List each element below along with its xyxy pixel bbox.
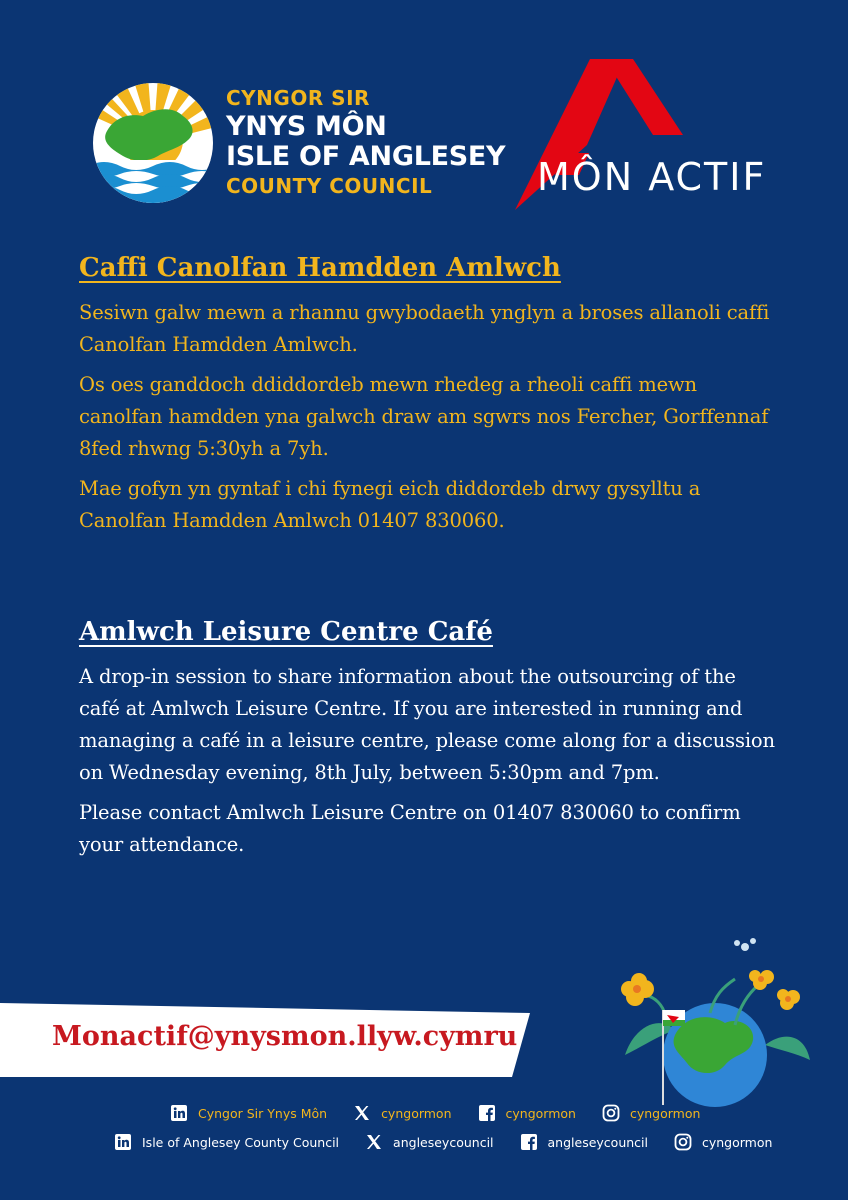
x-icon (353, 1104, 371, 1122)
council-line-3: ISLE OF ANGLESEY (226, 141, 506, 172)
council-line-4: COUNTY COUNCIL (226, 174, 433, 198)
social-label: cyngormon (629, 1105, 701, 1121)
social-label: cyngormon (505, 1105, 576, 1121)
email-link[interactable]: Monactif@ynysmon.llyw.cymru (52, 1021, 518, 1052)
welsh-paragraph-3: Mae gofyn yn gyntaf i chi fynegi eich diddordeb drwy gysylltu a Canolfan Hamdden Amlwch 01407 830060. (79, 477, 701, 532)
social-label: Isle of Anglesey County Council (142, 1134, 340, 1150)
english-paragraph-1: A drop-in session to share information about the outsourcing of the café at Amlwch Leisure Centre. If you are interested in running and managing a café in a leisure centre, please come along for a discussion on Wednesday evening, 8th July, between 5:30pm and 7pm. (79, 665, 775, 784)
social-row-welsh (170, 1104, 726, 1122)
globe-flowers-illustration (615, 935, 815, 1110)
x-icon (365, 1133, 383, 1151)
council-line-1: CYNGOR SIR (226, 86, 370, 110)
anglesey-emblem-icon (88, 78, 218, 208)
english-heading: Amlwch Leisure Centre Café (79, 617, 493, 647)
instagram-icon (674, 1133, 692, 1151)
council-name (226, 84, 505, 196)
social-item[interactable] (365, 1133, 493, 1151)
social-item[interactable] (170, 1104, 327, 1122)
social-label: angleseycouncil (393, 1134, 494, 1150)
social-row-english (114, 1133, 798, 1151)
instagram-icon (602, 1104, 620, 1122)
council-logo (88, 78, 506, 208)
social-label: angleseycouncil (547, 1134, 648, 1150)
linkedin-icon (170, 1104, 188, 1122)
social-item[interactable] (602, 1104, 700, 1122)
email-banner (0, 1003, 540, 1077)
social-label: Cyngor Sir Ynys Môn (198, 1105, 328, 1121)
english-paragraph-2: Please contact Amlwch Leisure Centre on 01407 830060 to confirm your attendance. (79, 801, 741, 856)
social-item[interactable] (114, 1133, 339, 1151)
welsh-paragraph-1: Sesiwn galw mewn a rhannu gwybodaeth ynglyn a broses allanoli caffi Canolfan Hamdden Amlwch. (79, 301, 770, 356)
social-item[interactable] (520, 1133, 648, 1151)
welsh-paragraph-2: Os oes ganddoch ddiddordeb mewn rhedeg a rheoli caffi mewn canolfan hamdden yna galwch draw am sgwrs nos Fercher, Gorffennaf 8fed rhwng 5:30yh a 7yh. (79, 373, 769, 460)
facebook-icon (478, 1104, 496, 1122)
council-line-2: YNYS MÔN (226, 111, 387, 142)
monactif-logo (515, 55, 790, 215)
english-section (79, 617, 779, 869)
social-item[interactable] (478, 1104, 576, 1122)
social-item[interactable] (353, 1104, 451, 1122)
social-label: cyngormon (701, 1134, 773, 1150)
linkedin-icon (114, 1133, 132, 1151)
facebook-icon (520, 1133, 538, 1151)
welsh-section (79, 253, 779, 545)
monactif-wordmark: MÔN ACTIF (537, 155, 767, 199)
welsh-heading: Caffi Canolfan Hamdden Amlwch (79, 253, 561, 283)
social-item[interactable] (674, 1133, 772, 1151)
social-label: cyngormon (381, 1105, 452, 1121)
